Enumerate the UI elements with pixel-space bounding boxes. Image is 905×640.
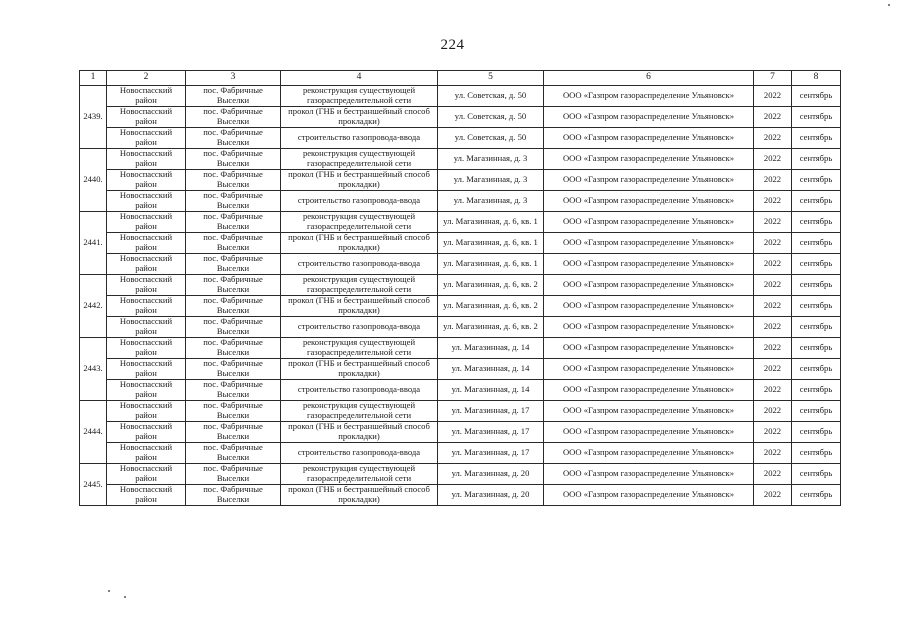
year-cell: 2022 bbox=[754, 233, 792, 254]
district-cell: Новоспасский район bbox=[107, 422, 186, 443]
address-cell: ул. Магазинная, д. 20 bbox=[438, 464, 544, 485]
year-cell: 2022 bbox=[754, 170, 792, 191]
organization-cell: ООО «Газпром газораспределение Ульяновск» bbox=[544, 338, 754, 359]
district-cell: Новоспасский район bbox=[107, 275, 186, 296]
scan-speck bbox=[888, 4, 890, 6]
organization-cell: ООО «Газпром газораспределение Ульяновск» bbox=[544, 275, 754, 296]
year-cell: 2022 bbox=[754, 86, 792, 107]
district-cell: Новоспасский район bbox=[107, 485, 186, 506]
year-cell: 2022 bbox=[754, 107, 792, 128]
record-number-cell: 2441. bbox=[80, 212, 107, 275]
locality-cell: пос. Фабричные Выселки bbox=[186, 107, 281, 128]
table-row bbox=[80, 464, 841, 485]
district-cell: Новоспасский район bbox=[107, 317, 186, 338]
district-cell: Новоспасский район bbox=[107, 380, 186, 401]
month-cell: сентябрь bbox=[792, 401, 841, 422]
organization-cell: ООО «Газпром газораспределение Ульяновск» bbox=[544, 401, 754, 422]
address-cell: ул. Магазинная, д. 6, кв. 1 bbox=[438, 233, 544, 254]
year-cell: 2022 bbox=[754, 422, 792, 443]
locality-cell: пос. Фабричные Выселки bbox=[186, 296, 281, 317]
data-table bbox=[79, 70, 841, 506]
district-cell: Новоспасский район bbox=[107, 464, 186, 485]
scan-speck bbox=[124, 596, 126, 598]
page-number: 224 bbox=[440, 37, 465, 53]
organization-cell: ООО «Газпром газораспределение Ульяновск» bbox=[544, 107, 754, 128]
locality-cell: пос. Фабричные Выселки bbox=[186, 422, 281, 443]
locality-cell: пос. Фабричные Выселки bbox=[186, 401, 281, 422]
month-cell: сентябрь bbox=[792, 443, 841, 464]
organization-cell: ООО «Газпром газораспределение Ульяновск» bbox=[544, 296, 754, 317]
record-number-cell: 2439. bbox=[80, 86, 107, 149]
table-row bbox=[80, 443, 841, 464]
address-cell: ул. Магазинная, д. 14 bbox=[438, 338, 544, 359]
record-number-cell: 2440. bbox=[80, 149, 107, 212]
address-cell: ул. Магазинная, д. 17 bbox=[438, 401, 544, 422]
table-row bbox=[80, 359, 841, 380]
district-cell: Новоспасский район bbox=[107, 212, 186, 233]
work-type-cell: реконструкция существующей газораспределительной сети bbox=[281, 275, 438, 296]
work-type-cell: строительство газопровода-ввода bbox=[281, 254, 438, 275]
table-row bbox=[80, 485, 841, 506]
table-row bbox=[80, 212, 841, 233]
locality-cell: пос. Фабричные Выселки bbox=[186, 443, 281, 464]
organization-cell: ООО «Газпром газораспределение Ульяновск» bbox=[544, 254, 754, 275]
table-row bbox=[80, 107, 841, 128]
record-number-cell: 2444. bbox=[80, 401, 107, 464]
organization-cell: ООО «Газпром газораспределение Ульяновск» bbox=[544, 317, 754, 338]
work-type-cell: строительство газопровода-ввода bbox=[281, 128, 438, 149]
year-cell: 2022 bbox=[754, 275, 792, 296]
address-cell: ул. Магазинная, д. 3 bbox=[438, 170, 544, 191]
table-row bbox=[80, 338, 841, 359]
district-cell: Новоспасский район bbox=[107, 254, 186, 275]
table-row bbox=[80, 296, 841, 317]
address-cell: ул. Советская, д. 50 bbox=[438, 107, 544, 128]
work-type-cell: прокол (ГНБ и бестраншейный способ прокладки) bbox=[281, 170, 438, 191]
table-row bbox=[80, 86, 841, 107]
district-cell: Новоспасский район bbox=[107, 296, 186, 317]
year-cell: 2022 bbox=[754, 338, 792, 359]
locality-cell: пос. Фабричные Выселки bbox=[186, 233, 281, 254]
address-cell: ул. Магазинная, д. 14 bbox=[438, 359, 544, 380]
work-type-cell: прокол (ГНБ и бестраншейный способ прокладки) bbox=[281, 296, 438, 317]
month-cell: сентябрь bbox=[792, 464, 841, 485]
organization-cell: ООО «Газпром газораспределение Ульяновск» bbox=[544, 212, 754, 233]
locality-cell: пос. Фабричные Выселки bbox=[186, 338, 281, 359]
district-cell: Новоспасский район bbox=[107, 233, 186, 254]
month-cell: сентябрь bbox=[792, 128, 841, 149]
year-cell: 2022 bbox=[754, 296, 792, 317]
work-type-cell: прокол (ГНБ и бестраншейный способ прокладки) bbox=[281, 359, 438, 380]
locality-cell: пос. Фабричные Выселки bbox=[186, 380, 281, 401]
year-cell: 2022 bbox=[754, 128, 792, 149]
table-row bbox=[80, 233, 841, 254]
locality-cell: пос. Фабричные Выселки bbox=[186, 359, 281, 380]
table-row bbox=[80, 380, 841, 401]
header-cell: 8 bbox=[792, 71, 841, 86]
record-number-cell: 2445. bbox=[80, 464, 107, 506]
locality-cell: пос. Фабричные Выселки bbox=[186, 464, 281, 485]
scan-speck bbox=[108, 590, 110, 592]
locality-cell: пос. Фабричные Выселки bbox=[186, 485, 281, 506]
address-cell: ул. Магазинная, д. 14 bbox=[438, 380, 544, 401]
address-cell: ул. Магазинная, д. 6, кв. 2 bbox=[438, 296, 544, 317]
work-type-cell: реконструкция существующей газораспределительной сети bbox=[281, 401, 438, 422]
table-row bbox=[80, 128, 841, 149]
year-cell: 2022 bbox=[754, 212, 792, 233]
year-cell: 2022 bbox=[754, 464, 792, 485]
locality-cell: пос. Фабричные Выселки bbox=[186, 128, 281, 149]
month-cell: сентябрь bbox=[792, 380, 841, 401]
table-row bbox=[80, 191, 841, 212]
work-type-cell: строительство газопровода-ввода bbox=[281, 191, 438, 212]
locality-cell: пос. Фабричные Выселки bbox=[186, 149, 281, 170]
organization-cell: ООО «Газпром газораспределение Ульяновск» bbox=[544, 485, 754, 506]
organization-cell: ООО «Газпром газораспределение Ульяновск» bbox=[544, 422, 754, 443]
year-cell: 2022 bbox=[754, 191, 792, 212]
year-cell: 2022 bbox=[754, 485, 792, 506]
month-cell: сентябрь bbox=[792, 212, 841, 233]
header-cell: 7 bbox=[754, 71, 792, 86]
header-cell: 1 bbox=[80, 71, 107, 86]
address-cell: ул. Магазинная, д. 6, кв. 1 bbox=[438, 212, 544, 233]
table-row bbox=[80, 422, 841, 443]
district-cell: Новоспасский район bbox=[107, 443, 186, 464]
table-row bbox=[80, 254, 841, 275]
work-type-cell: прокол (ГНБ и бестраншейный способ прокладки) bbox=[281, 422, 438, 443]
organization-cell: ООО «Газпром газораспределение Ульяновск» bbox=[544, 233, 754, 254]
work-type-cell: прокол (ГНБ и бестраншейный способ прокладки) bbox=[281, 485, 438, 506]
organization-cell: ООО «Газпром газораспределение Ульяновск» bbox=[544, 170, 754, 191]
header-cell: 5 bbox=[438, 71, 544, 86]
record-number-cell: 2443. bbox=[80, 338, 107, 401]
locality-cell: пос. Фабричные Выселки bbox=[186, 86, 281, 107]
organization-cell: ООО «Газпром газораспределение Ульяновск» bbox=[544, 191, 754, 212]
address-cell: ул. Магазинная, д. 6, кв. 1 bbox=[438, 254, 544, 275]
address-cell: ул. Магазинная, д. 17 bbox=[438, 422, 544, 443]
organization-cell: ООО «Газпром газораспределение Ульяновск» bbox=[544, 464, 754, 485]
work-type-cell: прокол (ГНБ и бестраншейный способ прокладки) bbox=[281, 233, 438, 254]
month-cell: сентябрь bbox=[792, 149, 841, 170]
locality-cell: пос. Фабричные Выселки bbox=[186, 191, 281, 212]
year-cell: 2022 bbox=[754, 254, 792, 275]
month-cell: сентябрь bbox=[792, 296, 841, 317]
locality-cell: пос. Фабричные Выселки bbox=[186, 212, 281, 233]
locality-cell: пос. Фабричные Выселки bbox=[186, 317, 281, 338]
header-cell: 3 bbox=[186, 71, 281, 86]
work-type-cell: реконструкция существующей газораспределительной сети bbox=[281, 338, 438, 359]
month-cell: сентябрь bbox=[792, 275, 841, 296]
header-cell: 6 bbox=[544, 71, 754, 86]
month-cell: сентябрь bbox=[792, 422, 841, 443]
month-cell: сентябрь bbox=[792, 170, 841, 191]
district-cell: Новоспасский район bbox=[107, 359, 186, 380]
locality-cell: пос. Фабричные Выселки bbox=[186, 254, 281, 275]
month-cell: сентябрь bbox=[792, 254, 841, 275]
address-cell: ул. Магазинная, д. 6, кв. 2 bbox=[438, 317, 544, 338]
table-header-row bbox=[80, 71, 841, 86]
year-cell: 2022 bbox=[754, 149, 792, 170]
month-cell: сентябрь bbox=[792, 233, 841, 254]
year-cell: 2022 bbox=[754, 443, 792, 464]
month-cell: сентябрь bbox=[792, 317, 841, 338]
address-cell: ул. Магазинная, д. 3 bbox=[438, 191, 544, 212]
month-cell: сентябрь bbox=[792, 338, 841, 359]
organization-cell: ООО «Газпром газораспределение Ульяновск» bbox=[544, 359, 754, 380]
address-cell: ул. Советская, д. 50 bbox=[438, 86, 544, 107]
table-row bbox=[80, 149, 841, 170]
table-row bbox=[80, 170, 841, 191]
month-cell: сентябрь bbox=[792, 86, 841, 107]
work-type-cell: реконструкция существующей газораспределительной сети bbox=[281, 464, 438, 485]
table-row bbox=[80, 401, 841, 422]
address-cell: ул. Магазинная, д. 17 bbox=[438, 443, 544, 464]
organization-cell: ООО «Газпром газораспределение Ульяновск» bbox=[544, 128, 754, 149]
table-row bbox=[80, 317, 841, 338]
district-cell: Новоспасский район bbox=[107, 128, 186, 149]
district-cell: Новоспасский район bbox=[107, 149, 186, 170]
address-cell: ул. Магазинная, д. 3 bbox=[438, 149, 544, 170]
locality-cell: пос. Фабричные Выселки bbox=[186, 170, 281, 191]
district-cell: Новоспасский район bbox=[107, 107, 186, 128]
work-type-cell: строительство газопровода-ввода bbox=[281, 443, 438, 464]
year-cell: 2022 bbox=[754, 359, 792, 380]
table-row bbox=[80, 275, 841, 296]
district-cell: Новоспасский район bbox=[107, 338, 186, 359]
address-cell: ул. Советская, д. 50 bbox=[438, 128, 544, 149]
year-cell: 2022 bbox=[754, 317, 792, 338]
district-cell: Новоспасский район bbox=[107, 191, 186, 212]
month-cell: сентябрь bbox=[792, 359, 841, 380]
address-cell: ул. Магазинная, д. 6, кв. 2 bbox=[438, 275, 544, 296]
year-cell: 2022 bbox=[754, 401, 792, 422]
header-cell: 4 bbox=[281, 71, 438, 86]
month-cell: сентябрь bbox=[792, 191, 841, 212]
organization-cell: ООО «Газпром газораспределение Ульяновск» bbox=[544, 443, 754, 464]
header-cell: 2 bbox=[107, 71, 186, 86]
month-cell: сентябрь bbox=[792, 107, 841, 128]
work-type-cell: прокол (ГНБ и бестраншейный способ прокладки) bbox=[281, 107, 438, 128]
work-type-cell: реконструкция существующей газораспределительной сети bbox=[281, 149, 438, 170]
address-cell: ул. Магазинная, д. 20 bbox=[438, 485, 544, 506]
table-body bbox=[80, 86, 841, 506]
work-type-cell: реконструкция существующей газораспределительной сети bbox=[281, 212, 438, 233]
work-type-cell: строительство газопровода-ввода bbox=[281, 380, 438, 401]
organization-cell: ООО «Газпром газораспределение Ульяновск» bbox=[544, 149, 754, 170]
month-cell: сентябрь bbox=[792, 485, 841, 506]
record-number-cell: 2442. bbox=[80, 275, 107, 338]
district-cell: Новоспасский район bbox=[107, 401, 186, 422]
work-type-cell: строительство газопровода-ввода bbox=[281, 317, 438, 338]
district-cell: Новоспасский район bbox=[107, 86, 186, 107]
organization-cell: ООО «Газпром газораспределение Ульяновск» bbox=[544, 86, 754, 107]
district-cell: Новоспасский район bbox=[107, 170, 186, 191]
work-type-cell: реконструкция существующей газораспределительной сети bbox=[281, 86, 438, 107]
organization-cell: ООО «Газпром газораспределение Ульяновск» bbox=[544, 380, 754, 401]
year-cell: 2022 bbox=[754, 380, 792, 401]
locality-cell: пос. Фабричные Выселки bbox=[186, 275, 281, 296]
